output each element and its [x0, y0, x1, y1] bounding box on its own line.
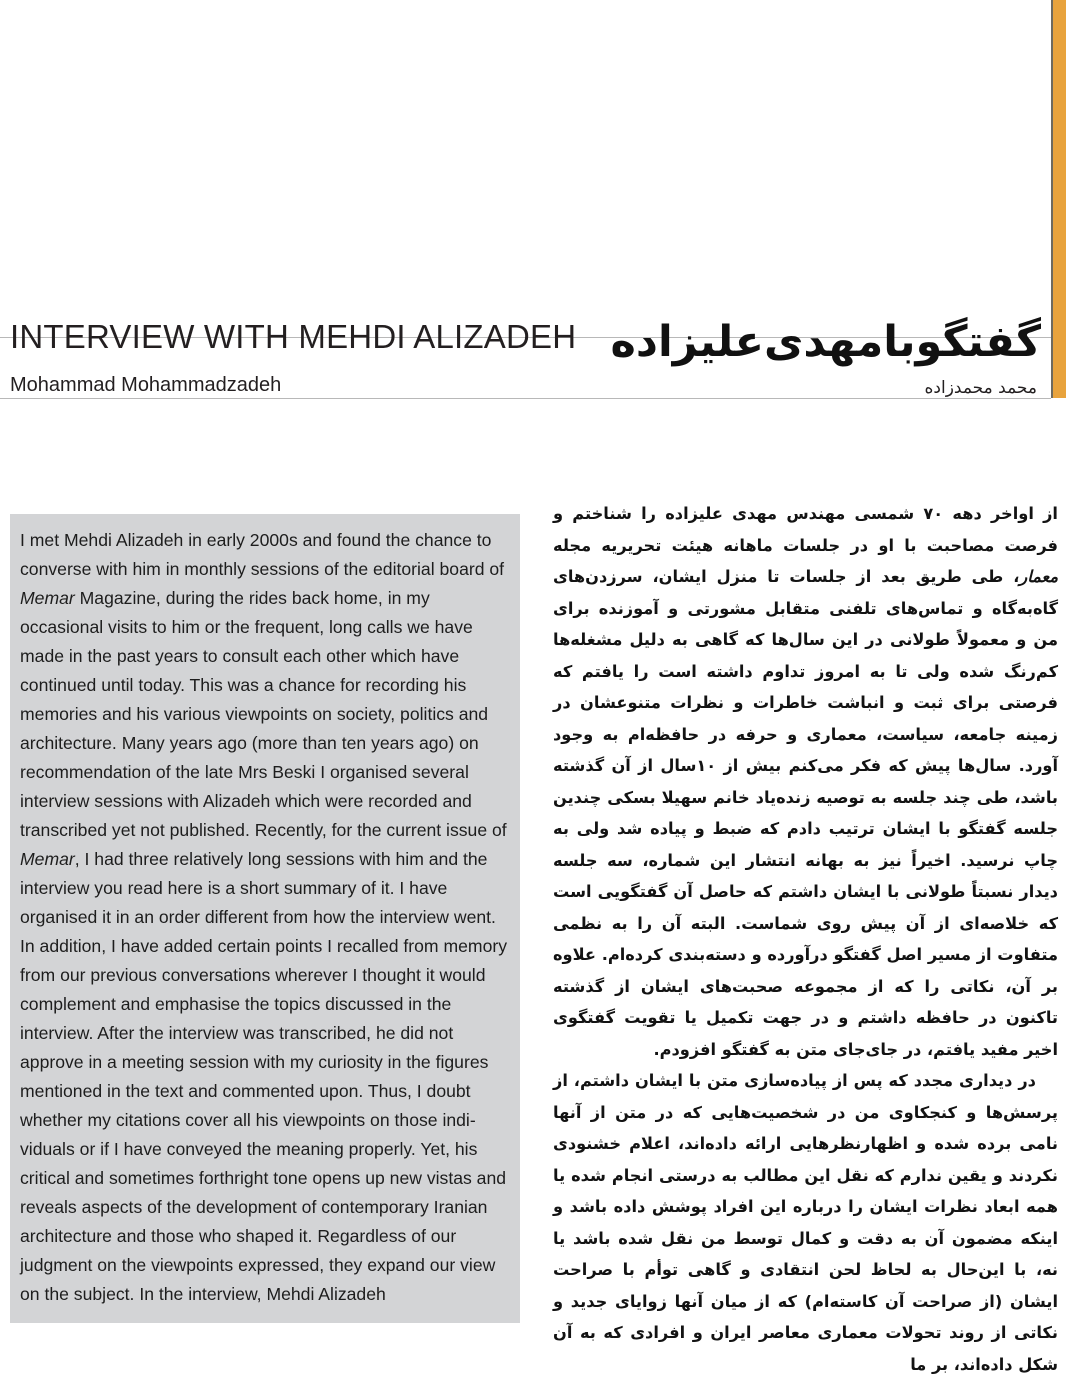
magazine-name-persian-italic: معمار: [1019, 567, 1058, 586]
author-name-english: Mohammad Mohammadzadeh: [10, 374, 282, 396]
english-text-segment-3: , I had three relatively long sessions with him and the interview you read here is a short summary of it. I have organised it in an order different from how the interview went. In addition, I have added certain points I recalled from memory from our previous conversations wherever I thought it would complement and emphasise the topics discussed in the interview. After the interview was transcribed, he did not approve in a meeting session with my curiosity in the figures mentioned in the text and commented upon. Thus, I doubt whether my citations cover all his viewpoints on those indi-viduals or if I have conveyed the meaning properly. Yet, his critical and sometimes forthright tone opens up new vistas and reveals aspects of the development of contemporary Iranian architecture and those who shaped it. Regardless of our judgment on the viewpoints expressed, they expand our view on the subject. In the interview, Mehdi Alizadeh: [20, 849, 508, 1304]
english-text-segment-2: Magazine, during the rides back home, in my occasional visits to him or the frequent, long calls we have made in the past years to consult each other which have continued until today. This was a chance for recording his memories and his various viewpoints on society, politics and architecture. Many years ago (more than ten years ago) on recommendation of the late Mrs Beski I organised several interview sessions with Alizadeh which were recorded and transcribed yet not published. Recently, for the current issue of: [20, 588, 507, 840]
magazine-name-italic-1: Memar: [20, 588, 75, 608]
english-text-segment-1: I met Mehdi Alizadeh in early 2000s and found the chance to converse with him in monthly sessions of the editorial board of: [20, 530, 505, 579]
page-title-persian: گفتگوبامهدی‌علیزاده: [610, 316, 1041, 367]
persian-text-segment-2: ، طی طریق بعد از جلسات تا منزل ایشان، سرزدن‌های گاه‌به‌گاه و تماس‌های تلفنی متقابل مشورتی و آموزنده برای من و معمولاً طولانی در این سال‌ها که گاهی به دلیل مشغله‌ها کم‌رنگ شده ولی تا به امروز تداوم داشته است را یافتم که فرصتی برای ثبت و انباشت خاطرات و نظرات متنوعشان در زمینه جامعه، سیاست، معماری و حرفه در حافظه‌ام به وجود آورد. سال‌ها پیش که فکر می‌کنم بیش از ۱۰سال از آن گذشته باشد، طی چند جلسه به توصیه زنده‌یاد خانم سهیلا بسکی چندین جلسه گفتگو با ایشان ترتیب دادم که ضبط و پیاده شد ولی به چاپ نرسید. اخیراً نیز به بهانه انتشار این شماره، سه جلسه دیدار نسبتاً طولانی با ایشان داشتم که حاصل آن گفتگویی است که خلاصه‌ای از آن پیش روی شماست. البته آن را به نظمی متفاوت از مسیر اصل گفتگو درآورده و دسته‌بندی کرده‌ام. علاوه بر آن، نکاتی را که از مجموعه صحبت‌های ایشان از گذشته تاکنون در حافظه داشتم و در جهت تکمیل یا تقویت گفتگوی اخیر مفید یافتم، در جای‌جای متن به گفتگو افزودم.: [553, 567, 1058, 1059]
author-name-persian: محمد محمدزاده: [924, 378, 1037, 398]
orange-accent-bar: [1053, 0, 1066, 398]
persian-text-segment-1: از اواخر دهه ۷۰ شمسی مهندس مهدی علیزاده را شناختم و فرصت مصاحبت با او در جلسات ماهانه هیئت تحریریه مجله: [553, 504, 1058, 555]
magazine-name-italic-2: Memar: [20, 849, 75, 869]
persian-paragraph-1: [553, 498, 1058, 1065]
persian-column: [553, 498, 1058, 1380]
article-body: [0, 398, 1066, 1374]
page-title-english: INTERVIEW WITH MEHDI ALIZADEH: [10, 318, 577, 356]
persian-paragraph-2: در دیداری مجدد که پس از پیاده‌سازی متن با ایشان داشتم، از پرسش‌ها و کنجکاوی من در شخصیت‌هایی که در متن از آنها نامی برده شده و اظهارنظرهایی ارائه داده‌اند، اعلام خشنودی نکردند و یقین ندارم که نقل این مطالب به درستی انجام شده یا همه ابعاد نظرات ایشان را درباره این افراد پوشش داده باشد و اینکه مضمون آن به دقت و کمال توسط من نقل شده باشد یا نه، با این‌حال به لحاظ لحن انتقادی و گاهی توأم با صراحت ایشان (از صراحت آن کاسته‌ام) که از میان آنها زوایای جدید و نکاتی از روند تحولات معماری معاصر ایران و افرادی که به آن شکل داده‌اند، بر ما: [553, 1071, 1058, 1374]
english-column: [10, 514, 520, 1323]
english-intro-paragraph: [20, 526, 510, 1309]
article-header: [0, 0, 1051, 400]
